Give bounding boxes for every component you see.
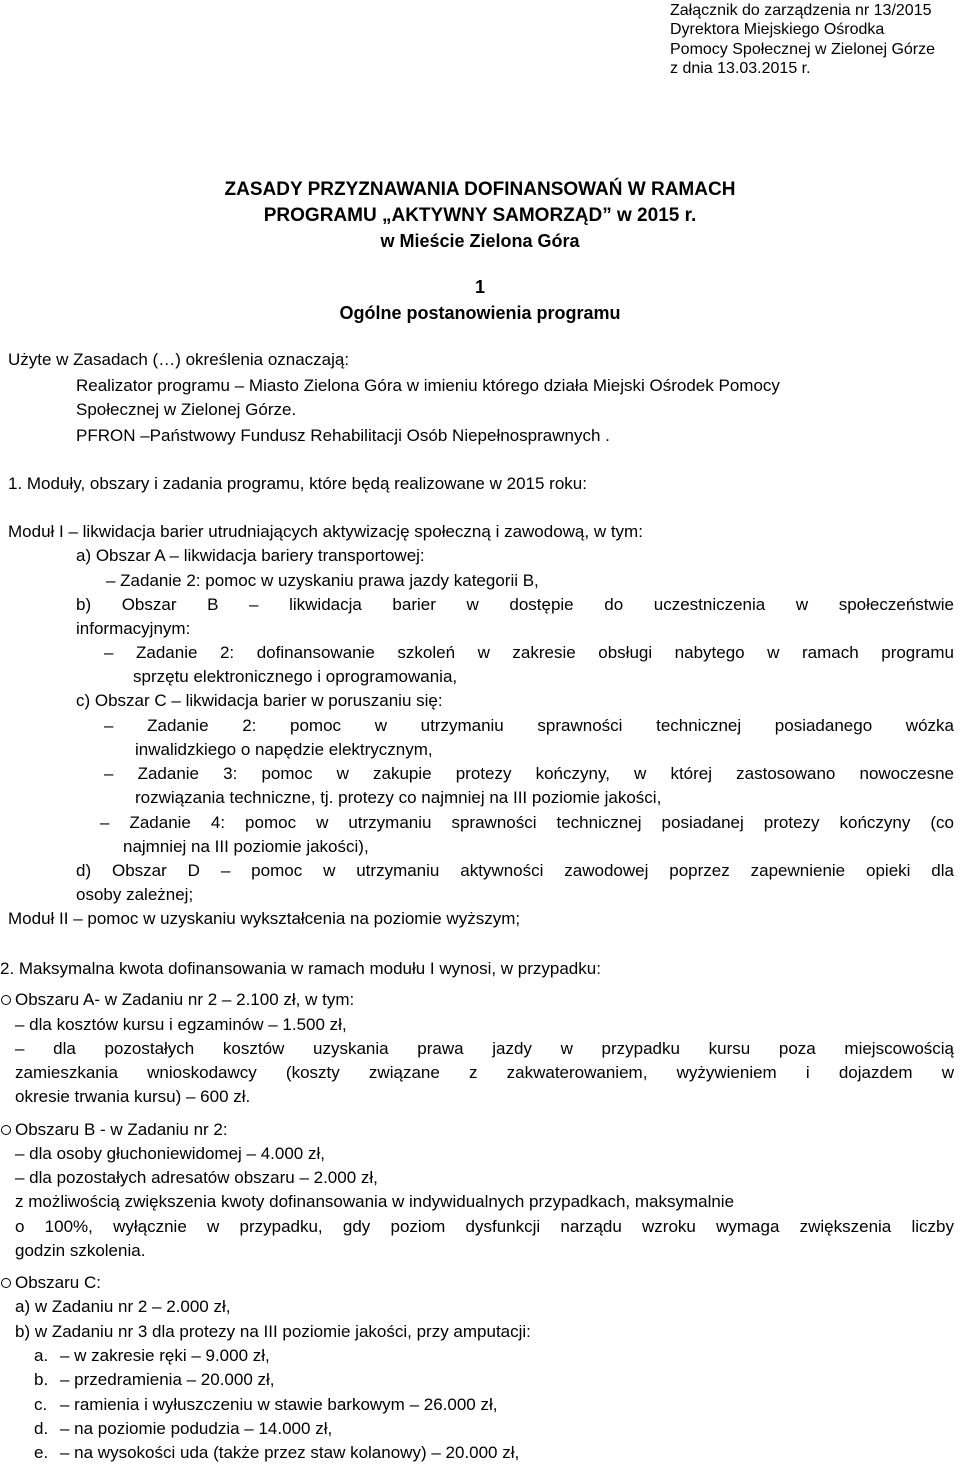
definition-realizator: Społecznej w Zielonej Górze. <box>76 400 297 419</box>
bullet-icon <box>1 995 11 1005</box>
zadanie-c3: rozwiązania techniczne, tj. protezy co najmniej na III poziomie jakości, <box>135 788 662 807</box>
obszar-b-note: godzin szkolenia. <box>15 1241 146 1260</box>
point2-heading: 2. Maksymalna kwota dofinansowania w ramach modułu I wynosi, w przypadku: <box>0 959 601 978</box>
obszar-a-amount-item: – dla kosztów kursu i egzaminów – 1.500 zł, <box>15 1015 347 1034</box>
zadanie-c3: – Zadanie 3: pomoc w zakupie protezy kończyny, w której zastosowano nowoczesne <box>104 764 954 783</box>
list-item-letter: b. <box>34 1370 49 1389</box>
obszar-b: informacyjnym: <box>76 619 191 638</box>
obszar-b-note: o 100%, wyłącznie w przypadku, gdy poziom dysfunkcji narządu wzroku wymaga zwiększenia liczby <box>15 1217 954 1236</box>
list-item-text: – na wysokości uda (także przez staw kolanowy) – 20.000 zł, <box>60 1443 520 1462</box>
zadanie-b2: – Zadanie 2: dofinansowanie szkoleń w zakresie obsługi nabytego w ramach programu <box>104 643 954 662</box>
point1-heading: 1. Moduły, obszary i zadania programu, które będą realizowane w 2015 roku: <box>8 474 587 493</box>
obszar-c-amount-item: b) w Zadaniu nr 3 dla protezy na III poziomie jakości, przy amputacji: <box>15 1322 531 1341</box>
document-subtitle: w Mieście Zielona Góra <box>380 231 580 251</box>
modul-1: Moduł I – likwidacja barier utrudniających aktywizację społeczną i zawodową, w tym: <box>8 522 643 541</box>
obszar-c-amount-item: a) w Zadaniu nr 2 – 2.000 zł, <box>15 1297 231 1316</box>
header-line: Dyrektora Miejskiego Ośrodka <box>670 21 885 38</box>
obszar-b-note: z możliwością zwiększenia kwoty dofinansowania w indywidualnych przypadkach, maksymalnie <box>15 1192 735 1211</box>
obszar-d: d) Obszar D – pomoc w utrzymaniu aktywności zawodowej poprzez zapewnienie opieki dla <box>76 861 954 880</box>
zadanie-c2: inwalidzkiego o napędzie elektrycznym, <box>135 740 433 759</box>
obszar-b: b) Obszar B – likwidacja barier w dostępie do uczestniczenia w społeczeństwie <box>76 595 954 614</box>
list-item-letter: e. <box>34 1443 49 1462</box>
zadanie-c4: najmniej na III poziomie jakości), <box>123 837 369 856</box>
header-line: Załącznik do zarządzenia nr 13/2015 <box>670 2 932 19</box>
zadanie-b2: sprzętu elektronicznego i oprogramowania, <box>133 667 458 686</box>
obszar-a: a) Obszar A – likwidacja bariery transportowej: <box>76 546 425 565</box>
obszar-d: osoby zależnej; <box>76 885 194 904</box>
list-item-text: – w zakresie ręki – 9.000 zł, <box>60 1346 270 1365</box>
list-item-letter: c. <box>34 1395 48 1414</box>
bullet-icon <box>1 1278 11 1288</box>
obszar-b-amount-item: – dla osoby głuchoniewidomej – 4.000 zł, <box>15 1144 325 1163</box>
header-line: z dnia 13.03.2015 r. <box>670 60 811 77</box>
section-heading: Ogólne postanowienia programu <box>339 303 621 323</box>
zadanie-c2: – Zadanie 2: pomoc w utrzymaniu sprawności technicznej posiadanego wózka <box>104 716 954 735</box>
obszar-b-amount-item: – dla pozostałych adresatów obszaru – 2.000 zł, <box>15 1168 378 1187</box>
definition-pfron: PFRON –Państwowy Fundusz Rehabilitacji Osób Niepełnosprawnych . <box>76 426 610 445</box>
obszar-a-amount-item: – dla pozostałych kosztów uzyskania prawa jazdy w przypadku kursu poza miejscowością <box>15 1039 954 1058</box>
modul-2: Moduł II – pomoc w uzyskaniu wykształcenia na poziomie wyższym; <box>8 909 521 928</box>
list-item-text: – ramienia i wyłuszczeniu w stawie barkowym – 26.000 zł, <box>60 1395 498 1414</box>
definitions-intro: Użyte w Zasadach (…) określenia oznaczają: <box>8 350 350 369</box>
obszar-a-amount-item: zamieszkania wnioskodawcy (koszty związane z zakwaterowaniem, wyżywieniem i dojazdem w <box>15 1063 954 1082</box>
list-item-text: – przedramienia – 20.000 zł, <box>60 1370 275 1389</box>
header-line: Pomocy Społecznej w Zielonej Górze <box>670 41 936 58</box>
obszar-b-amount-title: Obszaru B - w Zadaniu nr 2: <box>15 1120 228 1139</box>
definition-realizator: Realizator programu – Miasto Zielona Góra w imieniu którego działa Miejski Ośrodek Pomocy <box>76 376 780 395</box>
list-item-letter: d. <box>34 1419 49 1438</box>
zadanie-a2: – Zadanie 2: pomoc w uzyskaniu prawa jazdy kategorii B, <box>106 571 539 590</box>
list-item-text: – na poziomie podudzia – 14.000 zł, <box>60 1419 333 1438</box>
obszar-c: c) Obszar C – likwidacja barier w poruszaniu się: <box>76 691 443 710</box>
document-title: ZASADY PRZYZNAWANIA DOFINANSOWAŃ W RAMACH <box>224 179 736 200</box>
section-number: 1 <box>474 277 485 297</box>
obszar-a-amount-item: okresie trwania kursu) – 600 zł. <box>15 1087 251 1106</box>
obszar-c-amount-title: Obszaru C: <box>15 1273 101 1292</box>
obszar-a-amount-title: Obszaru A- w Zadaniu nr 2 – 2.100 zł, w tym: <box>15 990 355 1009</box>
bullet-icon <box>1 1125 11 1135</box>
zadanie-c4: – Zadanie 4: pomoc w utrzymaniu sprawności technicznej posiadanej protezy kończyny (co <box>100 813 954 832</box>
document-title: PROGRAMU „AKTYWNY SAMORZĄD” w 2015 r. <box>263 205 697 226</box>
list-item-letter: a. <box>34 1346 49 1365</box>
